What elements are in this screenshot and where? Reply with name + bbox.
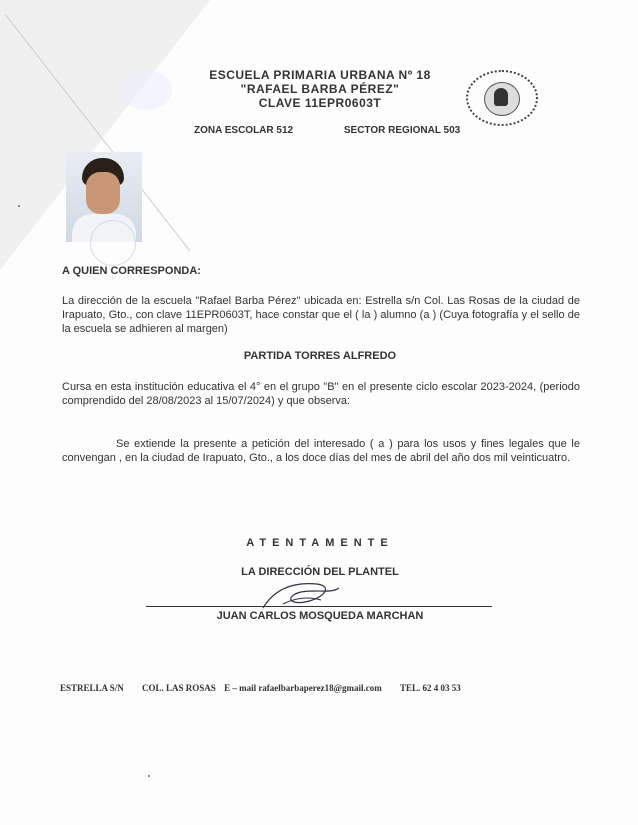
school-seal-icon — [466, 70, 538, 126]
footer-email: E – mail rafaelbarbaperez18@gmail.com — [224, 683, 382, 693]
signature-icon — [255, 578, 345, 614]
school-header — [150, 68, 490, 110]
scan-speck — [18, 205, 20, 207]
footer-colony: COL. LAS ROSAS — [142, 683, 216, 693]
paragraph-purpose-text: Se extiende la presente a petición del interesado ( a ) para los usos y fines legales que le convengan , en la ciudad de Irapuato, Gto., a los doce días del mes de abril del año dos mil veinticuatro. — [62, 438, 580, 464]
school-name: ESCUELA PRIMARIA URBANA Nº 18 — [209, 68, 431, 82]
signer-name: JUAN CARLOS MOSQUEDA MARCHAN — [216, 610, 424, 622]
footer-address: ESTRELLA S/N — [60, 683, 124, 693]
scan-speck — [148, 775, 150, 777]
school-key: CLAVE 11EPR0603T — [258, 96, 382, 110]
signature-line — [146, 606, 492, 607]
photo-stamp-icon — [90, 220, 136, 266]
regional-sector: SECTOR REGIONAL 503 — [343, 125, 461, 136]
paragraph-enrollment: Cursa en esta institución educativa el 4° en el grupo "B" en el presente ciclo escolar 2023-2024, (periodo comprendido del 28/08/2023 al 15/07/2024) y que observa: — [62, 381, 580, 407]
student-name: PARTIDA TORRES ALFREDO — [243, 350, 397, 362]
zone-line — [194, 125, 508, 136]
paragraph-intro: La dirección de la escuela "Rafael Barba Pérez" ubicada en: Estrella s/n Col. Las Rosas de la ciudad de Irapuato, Gto., con clave 11EPR0603T, hace constar que el ( la ) alumno (a ) (Cuya fotografía y el sello de la escuela se adhieren al margen) — [62, 295, 580, 335]
paragraph-purpose — [62, 437, 580, 465]
office-title: LA DIRECCIÓN DEL PLANTEL — [241, 566, 399, 578]
school-zone: ZONA ESCOLAR 512 — [194, 125, 294, 136]
footer-phone: TEL. 62 4 03 53 — [400, 683, 461, 693]
school-alias: "RAFAEL BARBA PÉREZ" — [240, 82, 400, 96]
salutation: A QUIEN CORRESPONDA: — [62, 265, 201, 277]
closing: ATENTAMENTE — [246, 537, 394, 549]
footer — [60, 683, 467, 693]
